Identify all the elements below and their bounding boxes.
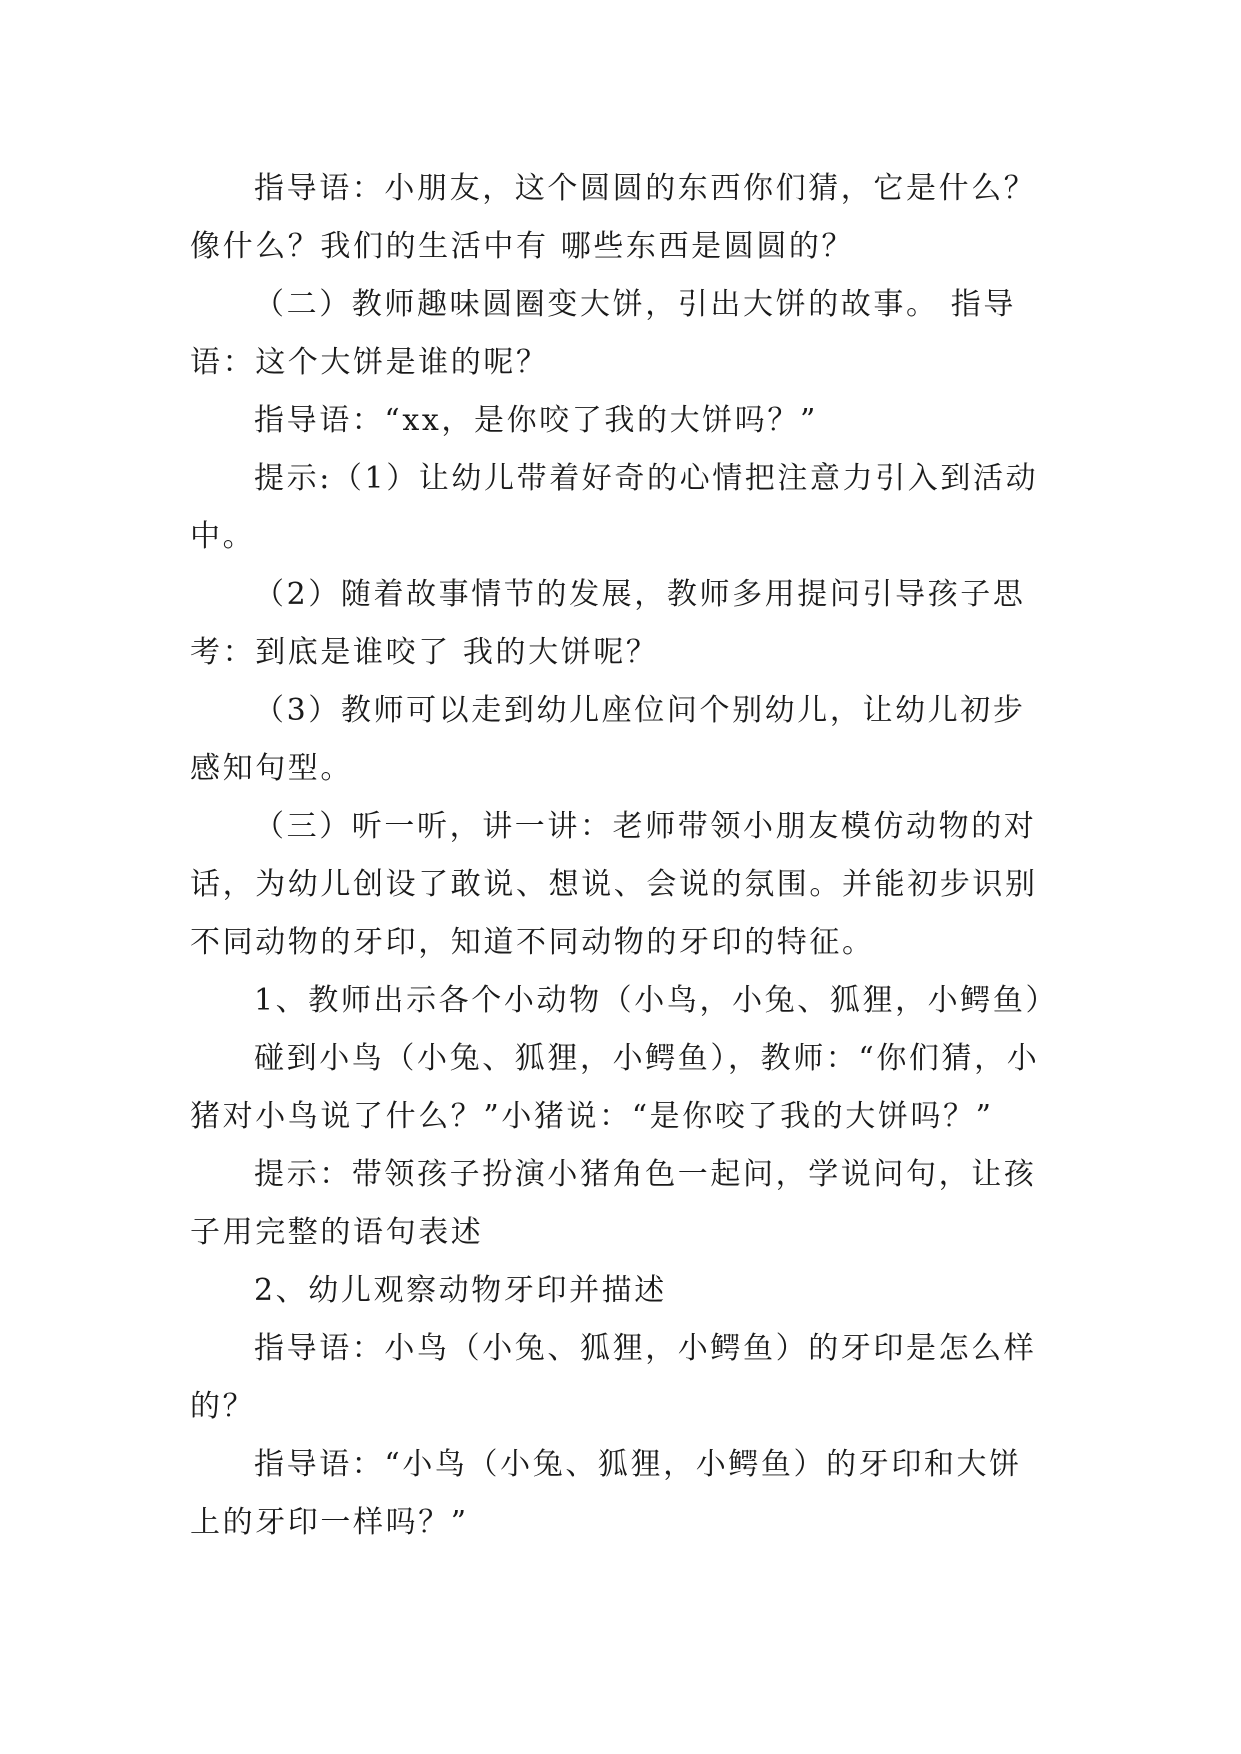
paragraph-guide-round-object: 指导语：小朋友，这个圆圆的东西你们猜，它是什么？像什么？我们的生活中有 哪些东西是圆圆的？ [190, 171, 1037, 264]
paragraph-guide-compare: 指导语：“小鸟（小兔、狐狸，小鳄鱼）的牙印和大饼上的牙印一样吗？” [190, 1447, 1022, 1540]
paragraph-dialogue: 碰到小鸟（小兔、狐狸，小鳄鱼），教师：“你们猜，小猪对小鸟说了什么？”小猪说：“是你咬了我的大饼吗？” [190, 1041, 1040, 1134]
paragraph-tip-one: 提示:（1）让幼儿带着好奇的心情把注意力引入到活动中。 [190, 461, 1039, 554]
paragraph-tip-role-play: 提示：带领孩子扮演小猪角色一起问，学说问句，让孩子用完整的语句表述 [190, 1157, 1037, 1250]
paragraph-step-one: 1、教师出示各个小动物（小鸟，小兔、狐狸，小鳄鱼） [254, 983, 1059, 1018]
paragraph-section-three-heading: （三）听一听，讲一讲：老师带领小朋友模仿动物的对话，为幼儿创设了敢说、想说、会说的氛围。并能初步识别不同动物的牙印，知道不同动物的牙印的特征。 [190, 809, 1038, 960]
paragraph-guide-teeth-marks: 指导语：小鸟（小兔、狐狸，小鳄鱼）的牙印是怎么样的？ [190, 1331, 1037, 1424]
paragraph-tip-three: （3）教师可以走到幼儿座位问个别幼儿，让幼儿初步感知句型。 [190, 693, 1026, 786]
paragraph-guide-question: 指导语：“xx，是你咬了我的大饼吗？” [254, 403, 818, 438]
document-body [190, 160, 1059, 1552]
paragraph-tip-two: （2）随着故事情节的发展，教师多用提问引导孩子思考：到底是谁咬了 我的大饼呢？ [190, 577, 1026, 670]
paragraph-step-two: 2、幼儿观察动物牙印并描述 [254, 1273, 667, 1308]
paragraph-section-two-heading: （二）教师趣味圆圈变大饼，引出大饼的故事。 指导语：这个大饼是谁的呢？ [190, 287, 1016, 380]
